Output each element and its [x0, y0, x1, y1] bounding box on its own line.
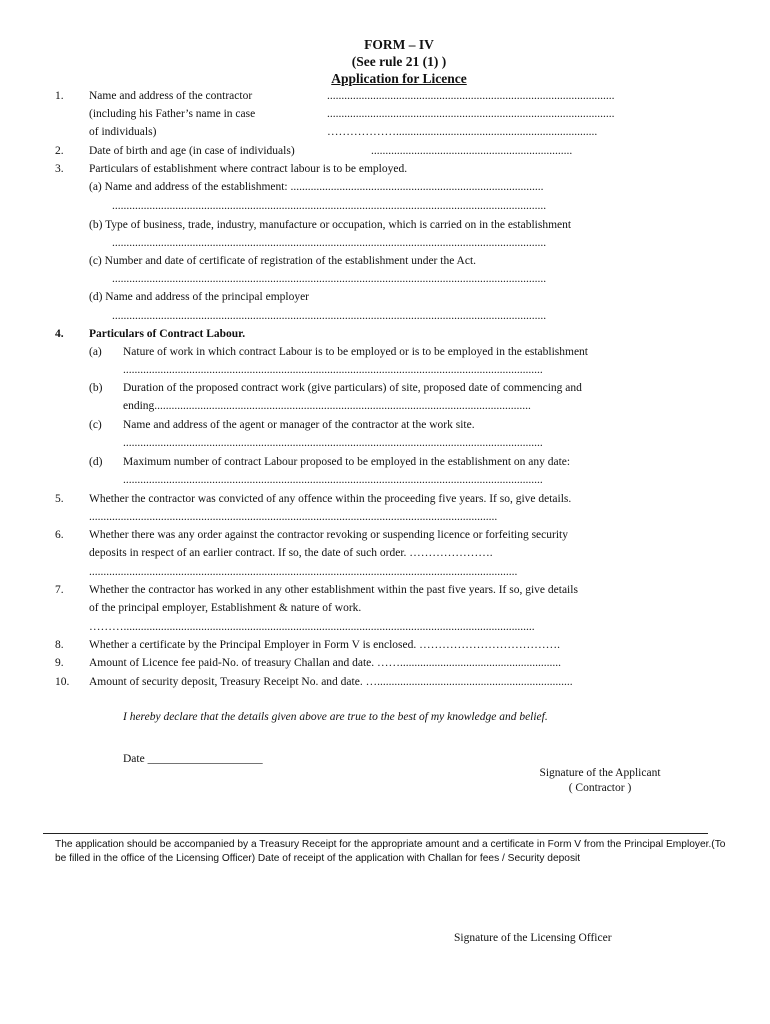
item-label: Amount of Licence fee paid-No. of treasury Challan and date. ……........................................................ — [89, 657, 562, 669]
licensing-officer-signature-label: Signature of the Licensing Officer — [454, 932, 612, 944]
form-number: FORM – IV — [364, 37, 434, 52]
section-heading: Particulars of Contract Labour. — [89, 328, 246, 340]
item-label: Whether there was any order against the contractor revoking or suspending licence or forfeiting security — [89, 529, 568, 541]
sub-item-label: Duration of the proposed contract work (give particulars) of site, proposed date of commencing and — [123, 382, 582, 394]
fill-line: .................................................................................................................................................. — [123, 474, 543, 486]
item-number: 6. — [55, 529, 64, 541]
item-number: 5. — [55, 493, 64, 505]
fill-line: ....................................................................................................................................................... — [112, 273, 547, 285]
sub-item-label: Nature of work in which contract Labour is to be employed or is to be employed in the establishment — [123, 346, 588, 358]
item-label: deposits in respect of an earlier contract. If so, the date of such order. …………………. — [89, 547, 493, 559]
date-field: Date ____________________ — [123, 753, 263, 765]
item-number: 7. — [55, 584, 64, 596]
fill-line: ....................................................................................................................................................... — [112, 237, 547, 249]
item-label: Whether a certificate by the Principal Employer in Form V is enclosed. ………………………………. — [89, 639, 560, 651]
item-label: Date of birth and age (in case of individuals) — [89, 145, 295, 157]
item-label: Name and address of the contractor — [89, 90, 253, 102]
sub-item-key: (c) — [89, 419, 102, 431]
item-number: 4. — [55, 328, 64, 340]
fill-line: ..................................................................................................................................................... — [89, 566, 518, 578]
sub-item-label: (a) Name and address of the establishment: ........................................................................................ — [89, 181, 544, 193]
item-label: Particulars of establishment where contract labour is to be employed. — [89, 163, 408, 175]
item-label: Whether the contractor was convicted of any offence within the proceeding five years. If so, give details. — [89, 493, 572, 505]
fill-line: .................................................................................................... — [327, 90, 615, 102]
item-number: 3. — [55, 163, 64, 175]
fill-line: ………………...................................................................... — [327, 126, 598, 138]
item-number: 8. — [55, 639, 64, 651]
sub-item-label: (d) Name and address of the principal employer — [89, 291, 310, 303]
sub-item-key: (b) — [89, 382, 103, 394]
fill-line: .................................................................................................................................................. — [123, 437, 543, 449]
sub-item-label: Name and address of the agent or manager of the contractor at the work site. — [123, 419, 475, 431]
sub-item-label: (b) Type of business, trade, industry, manufacture or occupation, which is carried on in the establishment — [89, 219, 572, 231]
fill-line: ...................................................................... — [371, 145, 573, 157]
fill-line: .............................................................................................................................................. — [89, 511, 498, 523]
declaration-text: I hereby declare that the details given above are true to the best of my knowledge and belief. — [123, 711, 548, 723]
fill-line: .................................................................................................... — [327, 108, 615, 120]
fill-line: ....................................................................................................................................................... — [112, 200, 547, 212]
sub-item-label: Maximum number of contract Labour proposed to be employed in the establishment on any date: — [123, 456, 571, 468]
applicant-role: ( Contractor ) — [568, 782, 632, 794]
applicant-signature-label: Signature of the Applicant — [539, 767, 661, 779]
item-number: 2. — [55, 145, 64, 157]
fill-line: ………............................................................................................................................................... — [89, 621, 535, 633]
sub-item-key: (d) — [89, 456, 103, 468]
divider — [43, 833, 708, 834]
sub-item-label: ending................................................................................................................................... — [123, 400, 531, 412]
sub-item-label: (c) Number and date of certificate of registration of the establishment under the Act. — [89, 255, 477, 267]
fill-line: ....................................................................................................................................................... — [112, 310, 547, 322]
fill-line: .................................................................................................................................................. — [123, 364, 543, 376]
item-number: 10. — [55, 676, 70, 688]
form-title: Application for Licence — [331, 71, 467, 86]
rule-reference: (See rule 21 (1) ) — [351, 54, 447, 69]
item-label: of individuals) — [89, 126, 157, 138]
sub-item-key: (a) — [89, 346, 102, 358]
item-number: 1. — [55, 90, 64, 102]
item-label: Whether the contractor has worked in any other establishment within the past five years. If so, give details — [89, 584, 578, 596]
item-label: of the principal employer, Establishment & nature of work. — [89, 602, 362, 614]
item-number: 9. — [55, 657, 64, 669]
item-label: Amount of security deposit, Treasury Receipt No. and date. ….................................................................... — [89, 676, 573, 688]
item-label: (including his Father’s name in case — [89, 108, 256, 120]
office-note: The application should be accompanied by a Treasury Receipt for the appropriate amount and a certificate in Form V from the Principal Employer.(To be filled in the office of the Licensing Officer) Date of receipt of the application with Challan for fees / Security deposit — [55, 839, 726, 864]
